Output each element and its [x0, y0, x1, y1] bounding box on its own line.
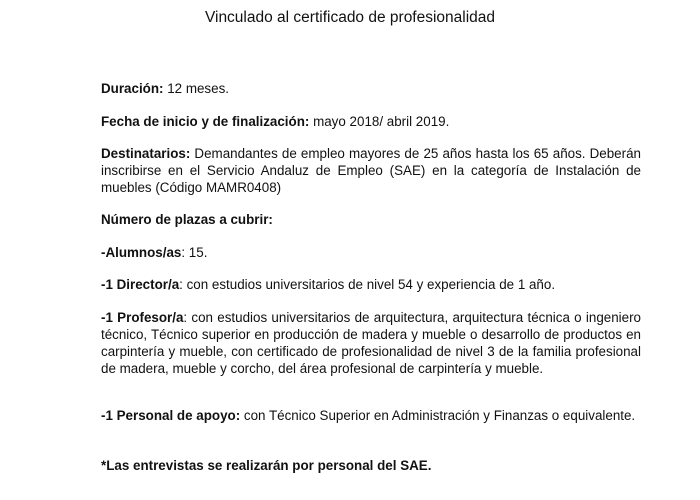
destinatarios-value: Demandantes de empleo mayores de 25 años hasta los 65 años. Deberán inscribirse en el Servicio Andaluz de Empleo (SAE) en la categoría de Instalación de muebles (Código MAMR0408)	[101, 146, 641, 195]
duracion-paragraph	[101, 80, 641, 97]
profesor-label: -1 Profesor/a	[101, 310, 184, 325]
fechas-label: Fecha de inicio y de finalización:	[101, 114, 310, 129]
document-title: Vinculado al certificado de profesionalidad	[204, 9, 496, 26]
personal-label: -1 Personal de apoyo:	[101, 408, 241, 423]
destinatarios-label: Destinatarios:	[101, 146, 191, 161]
personal-paragraph	[101, 407, 641, 424]
profesor-value: : con estudios universitarios de arquitectura, arquitectura técnica o ingeniero técnico, Técnico superior en producción de madera y mueble o desarrollo de productos en carpintería y mueble, con certificado de profesionalidad de nivel 3 de la familia profesional de madera, mueble y corcho, del área profesional de carpintería y mueble.	[101, 310, 641, 376]
director-paragraph	[101, 276, 641, 293]
fechas-value: mayo 2018/ abril 2019.	[309, 114, 450, 129]
plazas-heading: Número de plazas a cubrir:	[101, 212, 273, 227]
alumnos-label: -Alumnos/as	[101, 245, 182, 260]
fechas-paragraph	[101, 113, 641, 130]
profesor-paragraph	[101, 309, 641, 377]
director-label: -1 Director/a	[101, 277, 180, 292]
nota-paragraph: *Las entrevistas se realizarán por personal del SAE.	[101, 458, 432, 473]
duracion-value: 12 meses.	[163, 81, 229, 96]
destinatarios-paragraph	[101, 145, 641, 196]
director-value: : con estudios universitarios de nivel 54 y experiencia de 1 año.	[179, 277, 556, 292]
duracion-label: Duración:	[101, 81, 164, 96]
alumnos-value: : 15.	[181, 245, 208, 260]
alumnos-paragraph	[101, 244, 641, 261]
personal-value: con Técnico Superior en Administración y Finanzas o equivalente.	[240, 408, 636, 423]
